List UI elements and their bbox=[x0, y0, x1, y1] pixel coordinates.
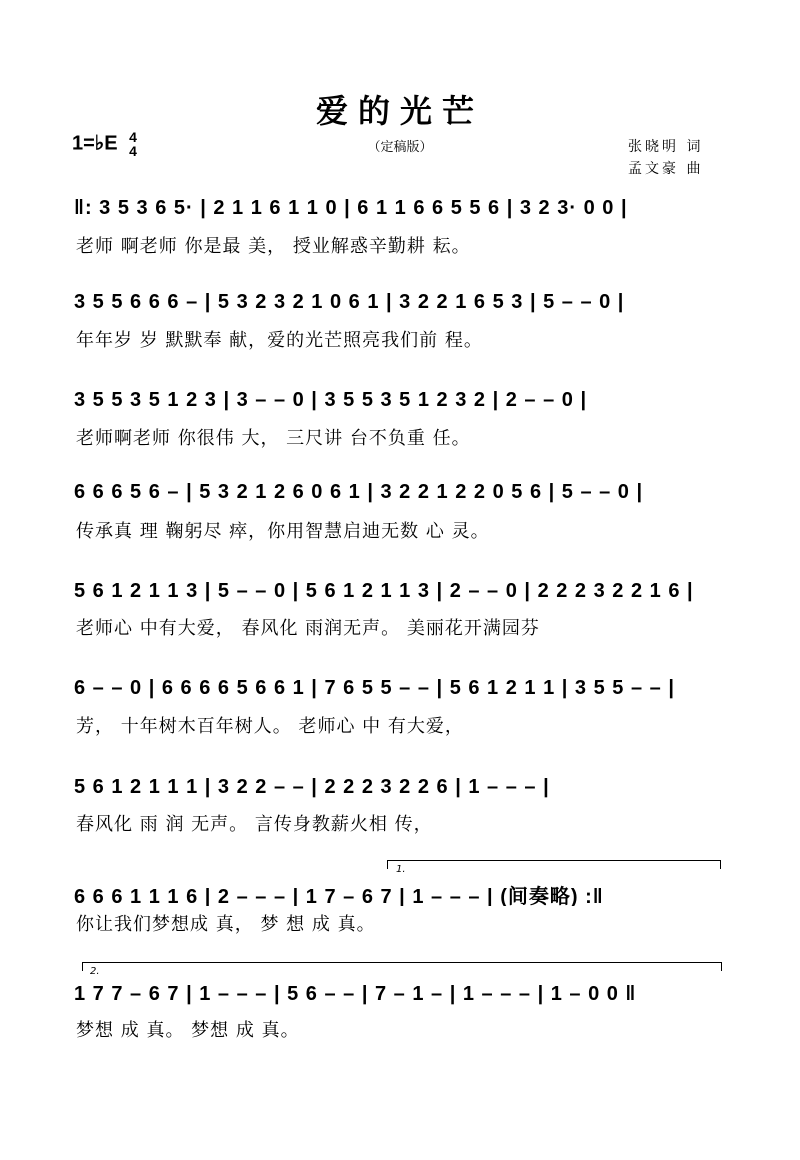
key-label: 1=♭E bbox=[72, 132, 118, 155]
first-ending-bracket bbox=[387, 860, 721, 869]
notation-row-4: 6 6 6 5 6 – | 5 3 2 1 2 6 0 6 1 | 3 2 2 1 2 2 0 5 6 | 5 – – 0 | bbox=[74, 481, 644, 503]
lyrics-row-2: 年年岁 岁 默默奉 献，爱的光芒照亮我们前 程。 bbox=[76, 330, 483, 350]
lyrics-row-8: 你让我们梦想成 真， 梦 想 成 真。 bbox=[76, 914, 376, 934]
first-ending-label: 1. bbox=[396, 864, 406, 875]
lyrics-row-7: 春风化 雨 润 无声。 言传身教薪火相 传， bbox=[76, 814, 433, 834]
notation-row-2: 3 5 5 6 6 6 – | 5 3 2 3 2 1 0 6 1 | 3 2 2 1 6 5 3 | 5 – – 0 | bbox=[74, 291, 625, 313]
second-ending-label: 2. bbox=[90, 966, 100, 977]
notation-row-9: 1 7 7 – 6 7 | 1 – – – | 5 6 – – | 7 – 1 – | 1 – – – | 1 – 0 0 ‖ bbox=[74, 983, 637, 1005]
lyrics-row-6: 芳， 十年树木百年树人。 老师心 中 有大爱， bbox=[76, 716, 464, 736]
version-subtitle: （定稿版） bbox=[367, 140, 433, 155]
song-title: 爱的光芒 bbox=[315, 92, 484, 130]
lyrics-row-3: 老师啊老师 你很伟 大， 三尺讲 台不负重 任。 bbox=[76, 428, 471, 448]
time-signature bbox=[129, 130, 137, 158]
time-top: 4 bbox=[129, 129, 137, 145]
lyrics-row-9: 梦想 成 真。 梦想 成 真。 bbox=[76, 1020, 300, 1040]
notation-row-5: 5 6 1 2 1 1 3 | 5 – – 0 | 5 6 1 2 1 1 3 | 2 – – 0 | 2 2 2 3 2 2 1 6 | bbox=[74, 580, 694, 602]
second-ending-bracket bbox=[82, 962, 722, 971]
key-signature bbox=[72, 130, 137, 158]
time-bottom: 4 bbox=[129, 143, 137, 159]
lyricist-credit: 张晓明 词 bbox=[628, 139, 704, 155]
notation-row-7: 5 6 1 2 1 1 1 | 3 2 2 – – | 2 2 2 3 2 2 6 | 1 – – – | bbox=[74, 776, 550, 798]
lyrics-row-1: 老师 啊老师 你是最 美， 授业解惑辛勤耕 耘。 bbox=[76, 236, 471, 256]
notation-row-3: 3 5 5 3 5 1 2 3 | 3 – – 0 | 3 5 5 3 5 1 2 3 2 | 2 – – 0 | bbox=[74, 389, 588, 411]
notation-row-6: 6 – – 0 | 6 6 6 6 5 6 6 1 | 7 6 5 5 – – | 5 6 1 2 1 1 | 3 5 5 – – | bbox=[74, 677, 675, 699]
composer-credit: 孟文豪 曲 bbox=[628, 161, 704, 177]
lyrics-row-5: 老师心 中有大爱， 春风化 雨润无声。 美丽花开满园芬 bbox=[76, 618, 540, 638]
notation-row-8: 6 6 6 1 1 1 6 | 2 – – – | 1 7 – 6 7 | 1 – – – | (间奏略) :‖ bbox=[74, 886, 604, 906]
lyrics-row-4: 传承真 理 鞠躬尽 瘁，你用智慧启迪无数 心 灵。 bbox=[76, 521, 490, 541]
notation-row-1: ‖: 3 5 3 6 5· | 2 1 1 6 1 1 0 | 6 1 1 6 6 5 5 6 | 3 2 3· 0 0 | bbox=[74, 197, 628, 219]
